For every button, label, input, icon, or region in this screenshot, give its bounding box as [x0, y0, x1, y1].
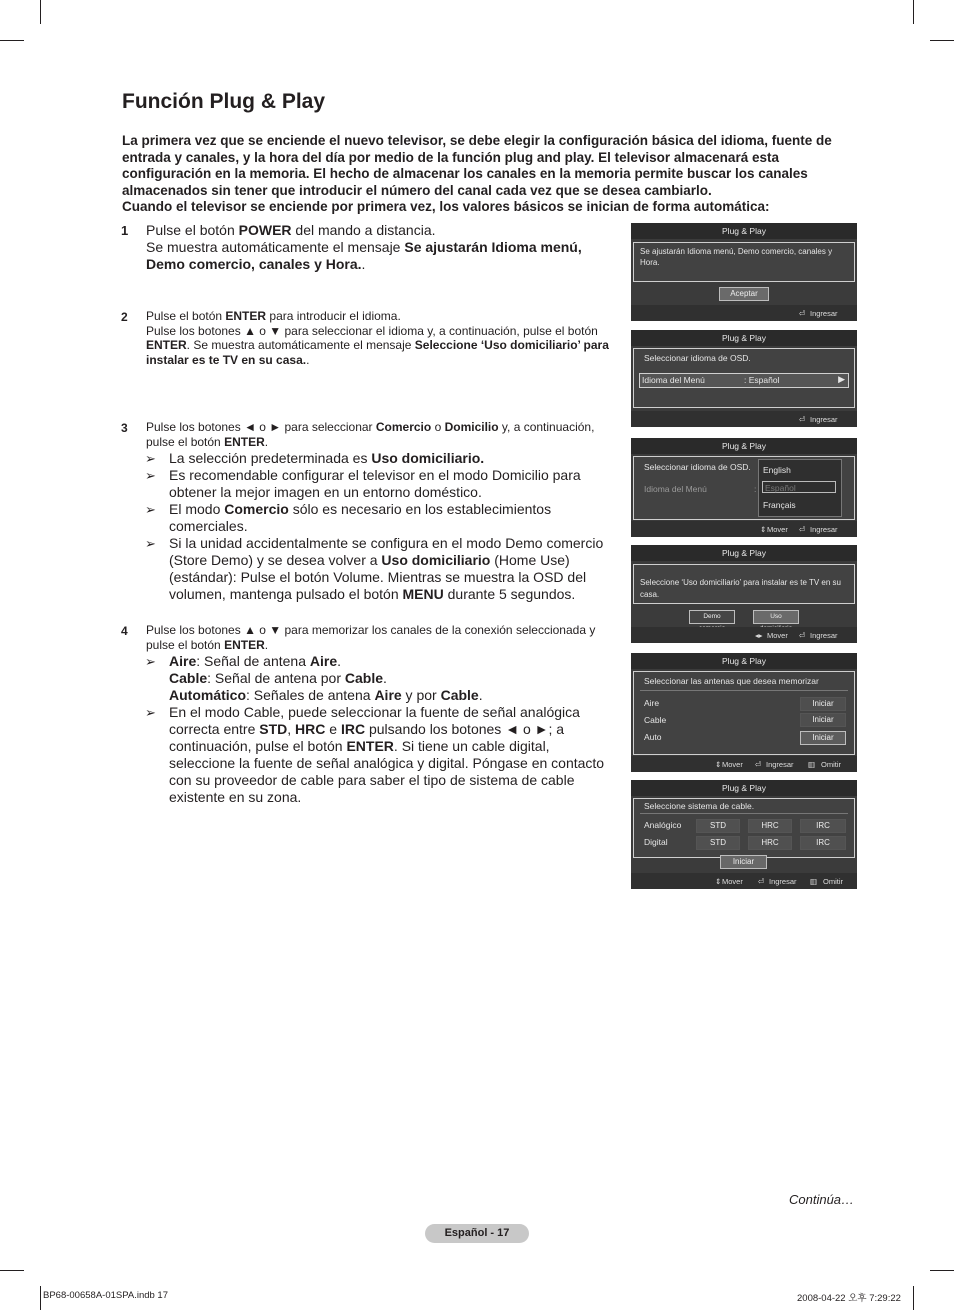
move-icon: ⇕: [715, 760, 722, 769]
digital-irc-button[interactable]: IRC: [800, 836, 846, 850]
osd-message: Seleccionar las antenas que desea memorizar: [644, 676, 819, 686]
note-item: ➢ El modo Comercio sólo es necesario en los establecimientos comerciales.: [145, 501, 552, 534]
enter-icon: ⏎: [799, 525, 806, 534]
move-label: Mover: [767, 631, 788, 640]
osd-message: Seleccione ‘Uso domiciliario’ para instalar es te TV en su casa.: [633, 564, 855, 604]
continued-label: Continúa…: [789, 1192, 855, 1207]
start-cable-button[interactable]: Iniciar: [800, 713, 846, 727]
start-air-button[interactable]: Iniciar: [800, 697, 846, 711]
accept-button[interactable]: Aceptar: [719, 287, 769, 301]
enter-icon: ⏎: [755, 760, 762, 769]
enter-label: Ingresar: [810, 631, 838, 640]
arrow-icon: ➢: [145, 705, 156, 720]
row-label: Idioma del Menú: [644, 484, 707, 494]
osd-message: Seleccione sistema de cable.: [644, 801, 755, 811]
arrow-icon: ➢: [145, 451, 156, 466]
enter-icon: ⏎: [799, 415, 806, 424]
skip-label: Omitir: [821, 760, 841, 769]
antenna-air-label: Aire: [644, 698, 660, 708]
page-title: Función Plug & Play: [122, 90, 326, 113]
crop-mark: [40, 1286, 41, 1310]
step-4-text: Pulse los botones ▲ o ▼ para memorizar los canales de la conexión seleccionada y pulse el botón ENTER.: [146, 623, 596, 652]
arrow-right-icon: ▶: [838, 374, 845, 384]
osd-panel: [633, 456, 855, 520]
osd-title: Plug & Play: [631, 653, 857, 669]
osd-screen-language: [631, 330, 857, 427]
analog-std-button[interactable]: STD: [696, 819, 740, 833]
osd-message: Seleccionar idioma de OSD.: [644, 353, 751, 363]
page-number-badge: Español - 17: [425, 1224, 529, 1243]
enter-icon: ⏎: [758, 877, 765, 886]
move-icon: ⇕: [760, 525, 767, 534]
enter-label: Ingresar: [769, 877, 797, 886]
row-value: : Español: [744, 375, 780, 385]
osd-title: Plug & Play: [631, 438, 857, 454]
crop-mark: [930, 40, 954, 41]
step-number: 3: [121, 421, 128, 435]
step-1-text: Pulse el botón POWER del mando a distancia. Se muestra automáticamente el mensaje Se ajustarán Idioma menú, Demo comercio, canales y Hora..: [146, 222, 582, 272]
crop-mark: [913, 1286, 914, 1310]
osd-screen-home-use: [631, 545, 857, 643]
enter-label: Ingresar: [766, 760, 794, 769]
osd-panel: [633, 348, 855, 408]
option-english[interactable]: English: [763, 465, 791, 475]
left-right-icon: ◂▸: [755, 631, 763, 640]
arrow-icon: ➢: [145, 654, 156, 669]
crop-mark: [40, 0, 41, 24]
skip-icon: ▥: [808, 760, 816, 769]
osd-footer: [631, 411, 857, 427]
home-use-button[interactable]: Uso: [753, 610, 799, 624]
osd-message: Se ajustarán Idioma menú, Demo comercio, canales y Hora.: [633, 242, 855, 282]
move-label: Mover: [722, 877, 743, 886]
osd-panel: [633, 798, 855, 858]
enter-label: Ingresar: [810, 309, 838, 318]
crop-mark: [0, 1270, 24, 1271]
divider: [640, 690, 848, 691]
start-button[interactable]: Iniciar: [720, 855, 767, 869]
crop-mark: [913, 0, 914, 24]
osd-title: Plug & Play: [631, 545, 857, 561]
row-colon: :: [754, 484, 757, 494]
step-number: 2: [121, 310, 128, 324]
osd-screen-antenna: [631, 653, 857, 772]
crop-mark: [930, 1270, 954, 1271]
intro-text: [122, 133, 834, 216]
footer-file-info: BP68-00658A-01SPA.indb 17: [43, 1290, 168, 1301]
analog-label: Analógico: [644, 820, 682, 830]
arrow-icon: ➢: [145, 536, 156, 551]
intro-paragraph: Cuando el televisor se enciende por primera vez, los valores básicos se inician de forma automática:: [122, 199, 770, 215]
arrow-icon: ➢: [145, 468, 156, 483]
osd-screen-language-dropdown: [631, 438, 857, 537]
digital-label: Digital: [644, 837, 668, 847]
note-item: ➢ Si la unidad accidentalmente se configura en el modo Demo comercio (Store Demo) y se desea volver a Uso domiciliario (Home Use) (estándar): Pulse el botón Volume. Mientras se muestra la OSD del volumen, mantenga pulsado el botón MENU durante 5 segundos.: [145, 535, 604, 602]
digital-hrc-button[interactable]: HRC: [748, 836, 792, 850]
osd-title: Plug & Play: [631, 330, 857, 346]
move-icon: ⇕: [715, 877, 722, 886]
enter-label: Ingresar: [810, 525, 838, 534]
skip-icon: ▥: [810, 877, 818, 886]
divider: [640, 813, 848, 814]
start-auto-button[interactable]: Iniciar: [800, 731, 846, 745]
note-item: ➢ La selección predeterminada es Uso domiciliario.: [145, 450, 485, 466]
move-label: Mover: [722, 760, 743, 769]
osd-footer: [631, 873, 857, 889]
analog-irc-button[interactable]: IRC: [800, 819, 846, 833]
osd-title: Plug & Play: [631, 223, 857, 239]
digital-std-button[interactable]: STD: [696, 836, 740, 850]
arrow-icon: ➢: [145, 502, 156, 517]
step-number: 1: [121, 223, 129, 238]
language-dropdown: [758, 459, 842, 517]
step-2-text: Pulse el botón ENTER para introducir el idioma. Pulse los botones ▲ o ▼ para seleccionar el idioma y, a continuación, pulse el botón ENTER. Se muestra automáticamente el mensaje Seleccione ‘Uso domiciliario’ para instalar es te TV en su casa..: [146, 309, 609, 367]
note-item: ➢ En el modo Cable, puede seleccionar la fuente de señal analógica correcta entre STD, HRC e IRC pulsando los botones ◄ o ►; a continuación, pulse el botón ENTER. Si tiene un cable digital, seleccione la fuente de señal analógica y digital. Póngase en contacto con su proveedor de cable para saber el tipo de sistema de cable existente en su zona.: [145, 704, 605, 805]
move-label: Mover: [767, 525, 788, 534]
osd-panel: [633, 671, 855, 755]
antenna-auto-label: Auto: [644, 732, 662, 742]
step-3-notes: [145, 450, 615, 603]
intro-paragraph: La primera vez que se enciende el nuevo televisor, se debe elegir la configuración básica del idioma, fuente de entrada y canales, y la hora del día por medio de la función plug and play. El televisor almacenará esta configuración en la memoria. El hecho de almacenar los canales en la memoria permite buscar los canales almacenados sin tener que introducir el número del canal cada vez que se desea cambiarlo.: [122, 133, 832, 198]
osd-message: Seleccionar idioma de OSD.: [644, 462, 751, 472]
osd-footer: [631, 756, 857, 772]
step-3-text: Pulse los botones ◄ o ► para seleccionar Comercio o Domicilio y, a continuación, pulse el botón ENTER.: [146, 420, 595, 449]
option-espanol[interactable]: Español: [762, 481, 836, 493]
skip-label: Omitir: [823, 877, 843, 886]
step-number: 4: [121, 624, 128, 638]
antenna-cable-label: Cable: [644, 715, 667, 725]
enter-icon: ⏎: [799, 309, 806, 318]
osd-screen-cable-system: [631, 780, 857, 889]
menu-language-row[interactable]: [639, 373, 849, 388]
osd-title: Plug & Play: [631, 780, 857, 796]
footer-timestamp: 2008-04-22 오후 7:29:22: [797, 1293, 901, 1304]
analog-hrc-button[interactable]: HRC: [748, 819, 792, 833]
enter-icon: ⏎: [799, 631, 806, 640]
enter-label: Ingresar: [810, 415, 838, 424]
crop-mark: [0, 40, 24, 41]
osd-footer: [631, 521, 857, 537]
osd-footer: [631, 305, 857, 321]
step-4-notes: [145, 653, 615, 806]
osd-screen-welcome: [631, 223, 857, 321]
note-item: ➢ Aire: Señal de antena Aire. Cable: Señal de antena por Cable. Automático: Señales de antena Aire y por Cable.: [145, 653, 483, 703]
row-label: Idioma del Menú: [642, 375, 705, 385]
osd-footer: [631, 627, 857, 643]
option-francais[interactable]: Français: [763, 500, 796, 510]
store-demo-button[interactable]: Demo: [689, 610, 735, 624]
note-item: ➢ Es recomendable configurar el televisor en el modo Domicilio para obtener la mejor imagen en un entorno doméstico.: [145, 467, 581, 500]
